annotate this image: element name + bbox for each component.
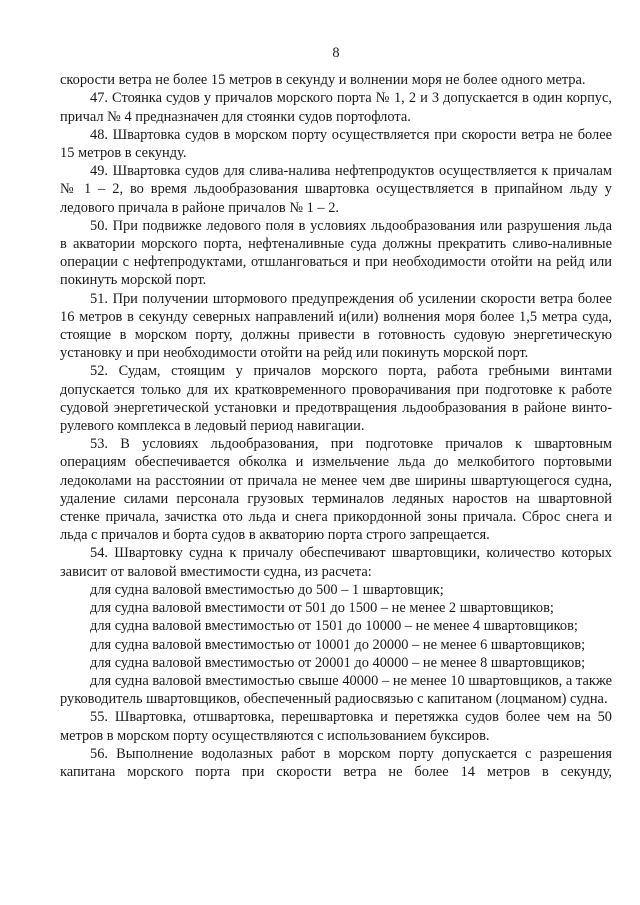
paragraph-p48: 48. Швартовка судов в морском порту осуществляется при скорости ветра не более 15 метров в секунду. <box>60 126 612 162</box>
paragraph-p54-c: для судна валовой вместимостью от 1501 до 10000 – не менее 4 швартовщиков; <box>90 618 578 635</box>
paragraph-p54-a: для судна валовой вместимостью до 500 – 1 швартовщик; <box>90 581 444 598</box>
paragraph-p54-b: для судна валовой вместимости от 501 до 1500 – не менее 2 швартовщиков; <box>90 600 554 617</box>
paragraph-p51: 51. При получении штормового предупреждения об усилении скорости ветра более 16 метров в секунду северных направлений и(или) волнения моря более 1,5 метра суда, стоящие в морском порту, должны привести в готовность судовую энергетическую установку и при необходимости отойти на рейд или покинуть морской порт. <box>60 290 612 362</box>
paragraph-p53: 53. В условиях льдообразования, при подготовке причалов к швартовным операциям обеспечивается обколка и измельчение льда до мелкобитого портовыми ледоколами на расстоянии от причала не менее чем две ширины швартующегося судна, удаление силами персонала грузовых терминалов ледяных наростов на швартовной стенке причала, зачистка ото льда и снега прикордонной зоны причала. Сброс снега и льда с причалов и борта судов в акваторию порта строго запрещается. <box>60 436 612 544</box>
paragraph-p50: 50. При подвижке ледового поля в условиях льдообразования или разрушения льда в акватории морского порта, нефтеналивные суда должны прекратить сливо-наливные операции с нефтепродуктами, отшланговаться и при необходимости отойти на рейд или покинуть морской порт. <box>60 217 612 289</box>
paragraph-list <box>60 71 612 781</box>
paragraph-p56: 56. Выполнение водолазных работ в морском порту допускается с разрешения капитана морского порта при скорости ветра не более 14 метров в секунду, <box>60 745 612 780</box>
paragraph-p47: 47. Стоянка судов у причалов морского порта № 1, 2 и 3 допускается в один корпус, причал № 4 предназначен для стоянки судов портофлота. <box>60 90 612 125</box>
paragraph-p54-f: для судна валовой вместимостью свыше 40000 – не менее 10 швартовщиков, а также руководитель швартовщиков, обеспеченный радиосвязью с капитаном (лоцманом) судна. <box>60 672 612 708</box>
paragraph-p54: 54. Швартовку судна к причалу обеспечивают швартовщики, количество которых зависит от валовой вместимости судна, из расчета: <box>60 545 612 580</box>
document-page <box>60 44 612 781</box>
paragraph-p55: 55. Швартовка, отшвартовка, перешвартовка и перетяжка судов более чем на 50 метров в морском порту осуществляются с использованием буксиров. <box>60 709 612 744</box>
paragraph-p54-e: для судна валовой вместимостью от 20001 до 40000 – не менее 8 швартовщиков; <box>90 654 586 671</box>
paragraph-p46-cont: скорости ветра не более 15 метров в секунду и волнении моря не более одного метра. <box>60 72 586 89</box>
paragraph-p54-d: для судна валовой вместимостью от 10001 до 20000 – не менее 6 швартовщиков; <box>90 636 586 653</box>
paragraph-p49: 49. Швартовка судов для слива-налива нефтепродуктов осуществляется к причалам № 1 – 2, во время льдообразования швартовка осуществляется в припайном льду у ледового причала в районе причалов № 1 – 2. <box>60 163 612 216</box>
paragraph-p52: 52. Судам, стоящим у причалов морского порта, работа гребными винтами допускается только для их кратковременного проворачивания при подготовке к работе судовой энергетической установки и предотвращения льдообразования в районе винто-рулевого комплекса в ледовый период навигации. <box>60 363 612 435</box>
page-number: 8 <box>332 45 340 61</box>
